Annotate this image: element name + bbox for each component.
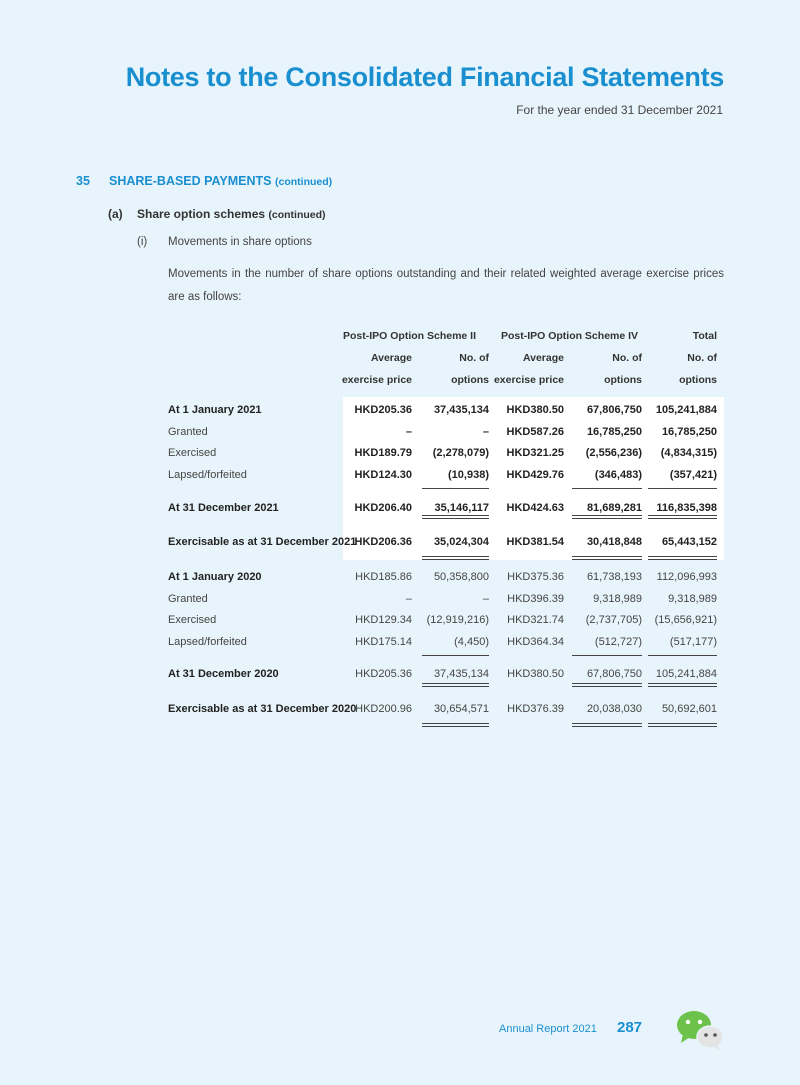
- table-cell: HKD375.36: [507, 571, 564, 583]
- table-rule: [572, 726, 642, 727]
- table-cell: HKD124.30: [354, 469, 412, 481]
- table-rule: [572, 655, 642, 656]
- item-title: Movements in share options: [168, 236, 312, 248]
- table-rule: [572, 683, 642, 684]
- table-cell: HKD206.36: [354, 536, 412, 548]
- table-cell: –: [405, 426, 412, 438]
- table-cell: (12,919,216): [426, 614, 489, 626]
- group-header-scheme-ii: Post-IPO Option Scheme II: [342, 330, 477, 342]
- table-cell: (10,938): [448, 469, 489, 481]
- col-header: No. of: [612, 352, 642, 364]
- row-label: Granted: [168, 426, 208, 438]
- annual-report-label: Annual Report 2021: [499, 1023, 597, 1035]
- table-rule: [648, 559, 717, 560]
- table-cell: 65,443,152: [661, 536, 717, 548]
- table-cell: 50,692,601: [661, 703, 717, 715]
- table-cell: HKD429.76: [506, 469, 564, 481]
- row-label: Exercisable as at 31 December 2020: [168, 703, 357, 715]
- table-cell: (4,450): [454, 636, 489, 648]
- table-cell: HKD321.25: [506, 447, 564, 459]
- table-cell: (15,656,921): [654, 614, 717, 626]
- table-cell: 16,785,250: [586, 426, 642, 438]
- table-cell: HKD129.34: [355, 614, 412, 626]
- col-header: exercise price: [341, 374, 412, 386]
- item-roman: (i): [137, 236, 148, 248]
- table-cell: 35,146,117: [434, 502, 489, 514]
- table-cell: 35,024,304: [433, 536, 489, 548]
- table-cell: HKD424.63: [506, 502, 564, 514]
- table-rule: [648, 488, 717, 489]
- table-cell: HKD200.96: [355, 703, 412, 715]
- table-rule: [422, 683, 489, 684]
- page-subtitle: For the year ended 31 December 2021: [516, 103, 723, 117]
- table-rule: [648, 723, 717, 724]
- table-rule: [422, 488, 489, 489]
- table-cell: (346,483): [594, 469, 642, 481]
- row-label: At 1 January 2021: [168, 404, 262, 416]
- table-cell: –: [405, 593, 412, 605]
- table-cell: HKD381.54: [506, 536, 564, 548]
- table-cell: HKD175.14: [355, 636, 412, 648]
- table-cell: HKD380.50: [507, 668, 564, 680]
- table-cell: HKD364.34: [507, 636, 564, 648]
- col-header: exercise price: [493, 374, 564, 386]
- group-header-scheme-iv: Post-IPO Option Scheme IV: [500, 330, 639, 342]
- table-cell: HKD380.50: [506, 404, 564, 416]
- col-header: options: [451, 374, 489, 386]
- table-cell: 67,806,750: [586, 668, 642, 680]
- table-cell: HKD189.79: [354, 447, 412, 459]
- col-header: No. of: [459, 352, 489, 364]
- row-label: Granted: [168, 593, 208, 605]
- table-cell: HKD396.39: [507, 593, 564, 605]
- row-label: Exercised: [168, 447, 217, 459]
- table-cell: HKD587.26: [506, 426, 564, 438]
- item-paragraph: Movements in the number of share options outstanding and their related weighted average exercise prices are as follows:: [168, 268, 724, 303]
- row-label: Lapsed/forfeited: [168, 469, 247, 481]
- table-cell: 30,418,848: [586, 536, 642, 548]
- table-cell: (517,177): [669, 636, 717, 648]
- table-cell: HKD205.36: [354, 404, 412, 416]
- table-cell: 37,435,134: [433, 404, 489, 416]
- col-header: No. of: [687, 352, 717, 364]
- page-title: Notes to the Consolidated Financial Statements: [125, 62, 724, 92]
- table-cell: (2,278,079): [432, 447, 489, 459]
- table-cell: 61,738,193: [586, 571, 642, 583]
- table-cell: 16,785,250: [661, 426, 717, 438]
- table-cell: 116,835,398: [656, 502, 717, 514]
- row-label: At 31 December 2021: [168, 502, 279, 514]
- group-header-total: Total: [692, 330, 717, 342]
- row-label: Exercised: [168, 614, 217, 626]
- table-rule: [572, 686, 642, 687]
- table-rule: [572, 559, 642, 560]
- table-cell: 37,435,134: [433, 668, 489, 680]
- table-rule: [572, 488, 642, 489]
- table-cell: 81,689,281: [586, 502, 642, 514]
- table-rule: [572, 556, 642, 557]
- table-rule: [422, 726, 489, 727]
- table-rule: [422, 518, 489, 519]
- table-rule: [648, 655, 717, 656]
- table-rule: [422, 515, 489, 516]
- table-rule: [572, 515, 642, 516]
- row-label: At 31 December 2020: [168, 668, 279, 680]
- row-label: At 1 January 2020: [168, 571, 262, 583]
- col-header: Average: [522, 352, 564, 364]
- table-rule: [648, 518, 717, 519]
- section-continued: (continued): [275, 176, 333, 188]
- table-cell: 30,654,571: [433, 703, 489, 715]
- col-header: Average: [370, 352, 412, 364]
- table-cell: HKD185.86: [355, 571, 412, 583]
- table-cell: –: [482, 426, 489, 438]
- table-rule: [572, 723, 642, 724]
- table-cell: (2,556,236): [585, 447, 642, 459]
- table-cell: HKD205.36: [355, 668, 412, 680]
- table-cell: 9,318,989: [593, 593, 642, 605]
- page-number: 287: [617, 1019, 643, 1036]
- table-rule: [422, 559, 489, 560]
- table-cell: HKD206.40: [354, 502, 412, 514]
- table-cell: 67,806,750: [586, 404, 642, 416]
- subsection-letter: (a): [108, 207, 123, 221]
- col-header: options: [679, 374, 717, 386]
- table-cell: –: [482, 593, 489, 605]
- table-cell: 9,318,989: [668, 593, 717, 605]
- table-rule: [422, 655, 489, 656]
- row-label: Lapsed/forfeited: [168, 636, 247, 648]
- table-rule: [648, 683, 717, 684]
- wechat-icon: [675, 1010, 727, 1052]
- table-rule: [648, 515, 717, 516]
- table-cell: (357,421): [669, 469, 717, 481]
- table-cell: 112,096,993: [656, 571, 717, 583]
- table-cell: HKD321.74: [507, 614, 564, 626]
- row-label: Exercisable as at 31 December 2021: [168, 536, 357, 548]
- table-rule: [648, 726, 717, 727]
- table-rule: [572, 518, 642, 519]
- table-rule: [648, 556, 717, 557]
- table-cell: 20,038,030: [586, 703, 642, 715]
- section-title-text: SHARE-BASED PAYMENTS: [109, 174, 272, 188]
- table-cell: (2,737,705): [585, 614, 642, 626]
- table-cell: (4,834,315): [660, 447, 717, 459]
- table-cell: HKD376.39: [507, 703, 564, 715]
- table-cell: 105,241,884: [655, 668, 717, 680]
- table-rule: [422, 723, 489, 724]
- table-cell: (512,727): [594, 636, 642, 648]
- table-rule: [648, 686, 717, 687]
- table-rule: [422, 686, 489, 687]
- subsection-title-text: Share option schemes: [137, 207, 266, 221]
- section-number: 35: [76, 174, 90, 188]
- subsection-continued: (continued): [268, 209, 326, 221]
- col-header: options: [604, 374, 642, 386]
- table-rule: [422, 556, 489, 557]
- table-cell: 105,241,884: [655, 404, 717, 416]
- table-cell: 50,358,800: [433, 571, 489, 583]
